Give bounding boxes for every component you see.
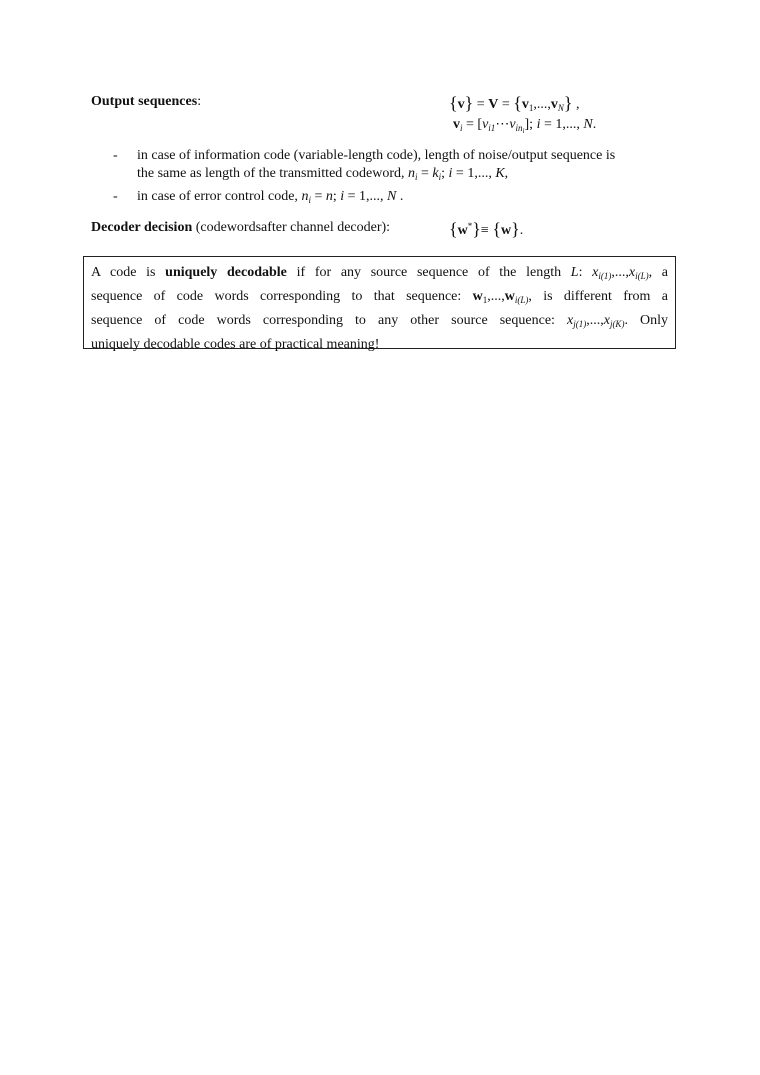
bullet-2-text: in case of error control code,: [137, 189, 298, 204]
def-l1-L: L: [570, 265, 579, 280]
bullet-1-end: K: [495, 166, 505, 181]
def-l2-w: w: [472, 289, 483, 304]
def-l1-x: x: [592, 265, 599, 280]
eq2-elem-sub-last-sub: i: [522, 127, 525, 135]
bullet-1-n-sub: i: [414, 172, 418, 182]
def-l1-t3: , a: [648, 265, 668, 280]
output-vector-equation: [453, 117, 597, 135]
bullet-1-eq: =: [421, 166, 429, 181]
eq2-close: ];: [524, 117, 534, 132]
eq1-eq-sign: =: [476, 97, 485, 112]
output-sequences-colon: :: [197, 94, 202, 109]
left-brace: {: [449, 93, 458, 113]
eq2-elem-sub-last: in: [515, 123, 523, 133]
right-brace-2: }: [563, 93, 573, 113]
bullet-2-n-sub: i: [308, 195, 311, 205]
def-l3-t2: . Only: [624, 313, 669, 328]
def-l1-dots: ,...,: [611, 265, 629, 280]
eq2-eq-sign: = [: [466, 117, 483, 132]
bullet-2-idx: i: [340, 189, 345, 204]
bullet-1-line-1: in case of information code (variable-length code), length of noise/output sequence is: [137, 148, 616, 163]
right-brace: }: [464, 93, 474, 113]
bullet-1-idx: i: [448, 166, 453, 181]
bullet-marker-1: -: [113, 148, 118, 163]
def-l2-math: [473, 289, 529, 304]
dec-period: .: [519, 223, 524, 238]
bullet-2-rhs: n: [325, 189, 333, 204]
dec-right-brace: }: [472, 219, 481, 239]
def-l2-w-sub1: 1: [482, 295, 488, 305]
bullet-1-k: k: [432, 166, 439, 181]
def-l3-x-sub1: j(1): [573, 319, 587, 329]
def-l1-x-sub1: i(1): [598, 271, 612, 281]
eq1-dots: ,...,: [533, 97, 551, 112]
bullet-1-n: n: [407, 166, 415, 181]
def-l3-x-sub2: j(K): [609, 319, 625, 329]
eq1-elem: v: [521, 97, 529, 112]
bullet-2-range: = 1,...,: [347, 189, 384, 204]
def-l1-t2: if for any source sequence of the length: [296, 265, 562, 280]
def-l2-t1: sequence of code words corresponding to that sequence:: [91, 289, 462, 304]
def-l2-dots: ,...,: [487, 289, 505, 304]
output-sequences-label: [91, 95, 201, 109]
eq2-period: .: [592, 117, 597, 132]
dec-equiv: ≡: [480, 223, 489, 238]
def-term-uniquely-decodable: uniquely decodable: [165, 265, 287, 280]
dec-rhs: w: [500, 223, 512, 238]
eq2-elem-2: v: [509, 117, 516, 132]
def-l1-x-sub2: i(L): [635, 271, 649, 281]
dec-right-brace-2: }: [511, 219, 520, 239]
bullet-2-period: .: [399, 189, 404, 204]
def-line-4: uniquely decodable codes are of practical meaning!: [91, 337, 380, 352]
dec-w: w: [457, 223, 468, 238]
bullet-marker-2: -: [113, 189, 118, 204]
decoder-decision-note: (codewordsafter channel decoder):: [195, 220, 391, 235]
def-l3-dots: ,...,: [586, 313, 604, 328]
left-brace-2: {: [513, 93, 522, 113]
eq1-trail: ,: [576, 97, 580, 112]
bullet-1-trail: ,: [504, 166, 509, 181]
def-l1-math: [592, 265, 648, 280]
bullet-1-range: = 1,...,: [455, 166, 492, 181]
eq1-set-var: v: [457, 97, 465, 112]
output-sequences-heading: Output sequences: [91, 94, 198, 109]
def-l1-t1: A code is: [91, 265, 156, 280]
bullet-1-k-sub: i: [438, 172, 442, 182]
bullet-2-eq: =: [314, 189, 323, 204]
eq2-idx: i: [536, 117, 541, 132]
bullet-1-sep: ;: [441, 166, 446, 181]
eq2-lhs: v: [453, 117, 460, 132]
def-l3-t1: sequence of code words corresponding to any other source sequence:: [91, 313, 555, 328]
eq2-end: N: [583, 117, 593, 132]
bullet-2-line-1: [137, 190, 403, 204]
eq2-elem: v: [482, 117, 489, 132]
bullet-1-line-2: [137, 167, 508, 181]
def-line-2: [91, 285, 668, 309]
def-l3-math: [567, 313, 624, 328]
decoder-decision-line: [91, 221, 390, 235]
def-l2-w-sub2: i(L): [514, 295, 529, 305]
def-l2-t2: , is different from a: [528, 289, 668, 304]
dec-left-brace-2: {: [492, 219, 501, 239]
def-line-1: [91, 261, 668, 285]
def-l1-x2: x: [628, 265, 636, 280]
eq1-elem-2: v: [550, 97, 558, 112]
bullet-2-n: n: [301, 189, 309, 204]
eq1-sub-last: N: [557, 103, 564, 113]
output-set-equation: [449, 93, 580, 112]
eq2-elem-sub-first: i1: [488, 123, 496, 133]
bullet-2-end: N: [387, 189, 397, 204]
decoder-equation: [449, 219, 523, 238]
def-l3-x2: x: [603, 313, 610, 328]
def-l3-x: x: [567, 313, 574, 328]
eq2-range: = 1,...,: [543, 117, 580, 132]
eq1-eq-sign-2: =: [501, 97, 510, 112]
def-line-3: [91, 309, 668, 333]
dec-left-brace: {: [449, 219, 458, 239]
bullet-2-sep: ;: [332, 189, 337, 204]
decoder-decision-heading: Decoder decision: [91, 220, 193, 235]
bullet-1-line-2-text: the same as length of the transmitted codeword,: [137, 166, 405, 181]
eq2-cdots: ⋯: [495, 117, 510, 132]
eq1-sub-first: 1: [528, 103, 534, 113]
definition-box: [83, 256, 676, 352]
eq2-lhs-sub: i: [460, 123, 463, 133]
eq1-set-name: V: [488, 97, 499, 112]
dec-star: *: [467, 221, 473, 231]
def-l1-colon: :: [578, 265, 583, 280]
def-l2-w2: w: [504, 289, 515, 304]
